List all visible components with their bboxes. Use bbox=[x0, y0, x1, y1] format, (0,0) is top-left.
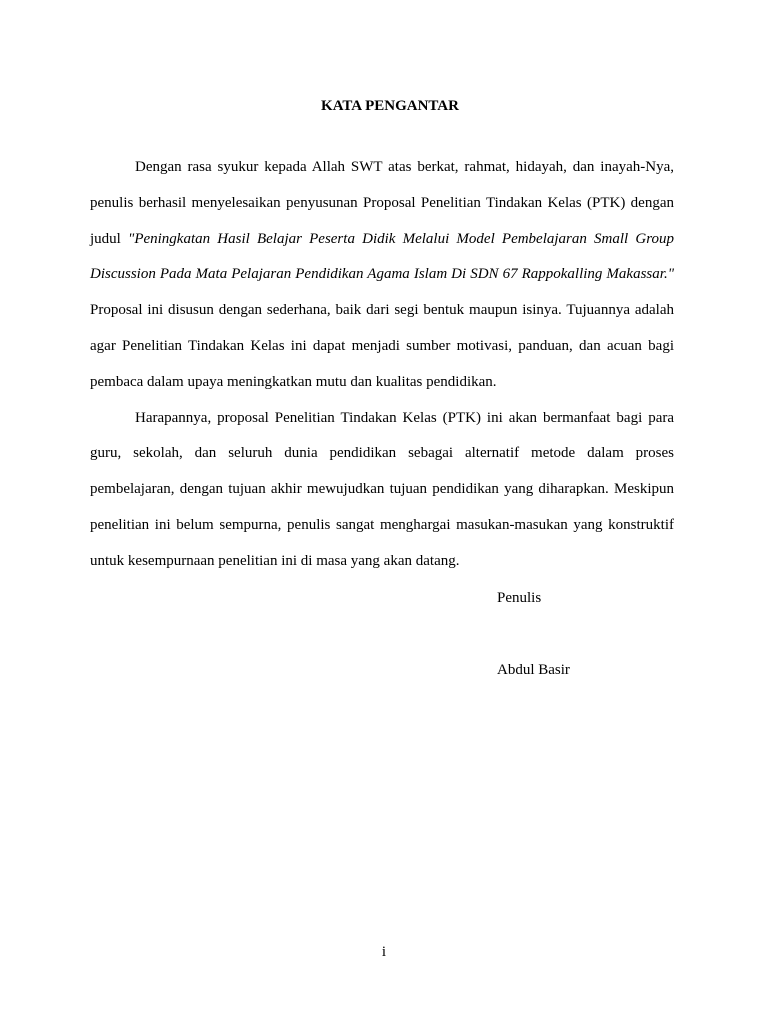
signoff-label: Penulis bbox=[497, 590, 542, 606]
document-body bbox=[90, 150, 674, 580]
author-name: Abdul Basir bbox=[497, 662, 570, 678]
paragraph-intro-text-1: Dengan rasa syukur kepada Allah SWT atas berkat, rahmat, hidayah, dan inayah-Nya, penulis berhasil menyelesaikan penyusunan Proposal Penelitian Tindakan Kelas (PTK) dengan judul bbox=[90, 159, 674, 247]
page-title: KATA PENGANTAR bbox=[321, 98, 459, 114]
proposal-title: "Peningkatan Hasil Belajar Peserta Didik Melalui Model Pembelajaran Small Group Discussion Pada Mata Pelajaran Pendidikan Agama Islam Di SDN 67 Rappokalling Makassar." bbox=[90, 230, 675, 283]
paragraph-intro bbox=[90, 150, 674, 401]
paragraph-intro-text-2: Proposal ini disusun dengan sederhana, baik dari segi bentuk maupun isinya. Tujuannya adalah agar Penelitian Tindakan Kelas ini dapat menjadi sumber motivasi, panduan, dan acuan bagi pembaca dalam upaya meningkatkan mutu dan kualitas pendidikan. bbox=[90, 302, 674, 390]
page-number: i bbox=[381, 944, 387, 960]
paragraph-hope: Harapannya, proposal Penelitian Tindakan Kelas (PTK) ini akan bermanfaat bagi para guru, sekolah, dan seluruh dunia pendidikan sebagai alternatif metode dalam proses pembelajaran, dengan tujuan akhir mewujudkan tujuan pendidikan yang diharapkan. Meskipun penelitian ini belum sempurna, penulis sangat menghargai masukan-masukan yang konstruktif untuk kesempurnaan penelitian ini di masa yang akan datang. bbox=[90, 409, 674, 569]
